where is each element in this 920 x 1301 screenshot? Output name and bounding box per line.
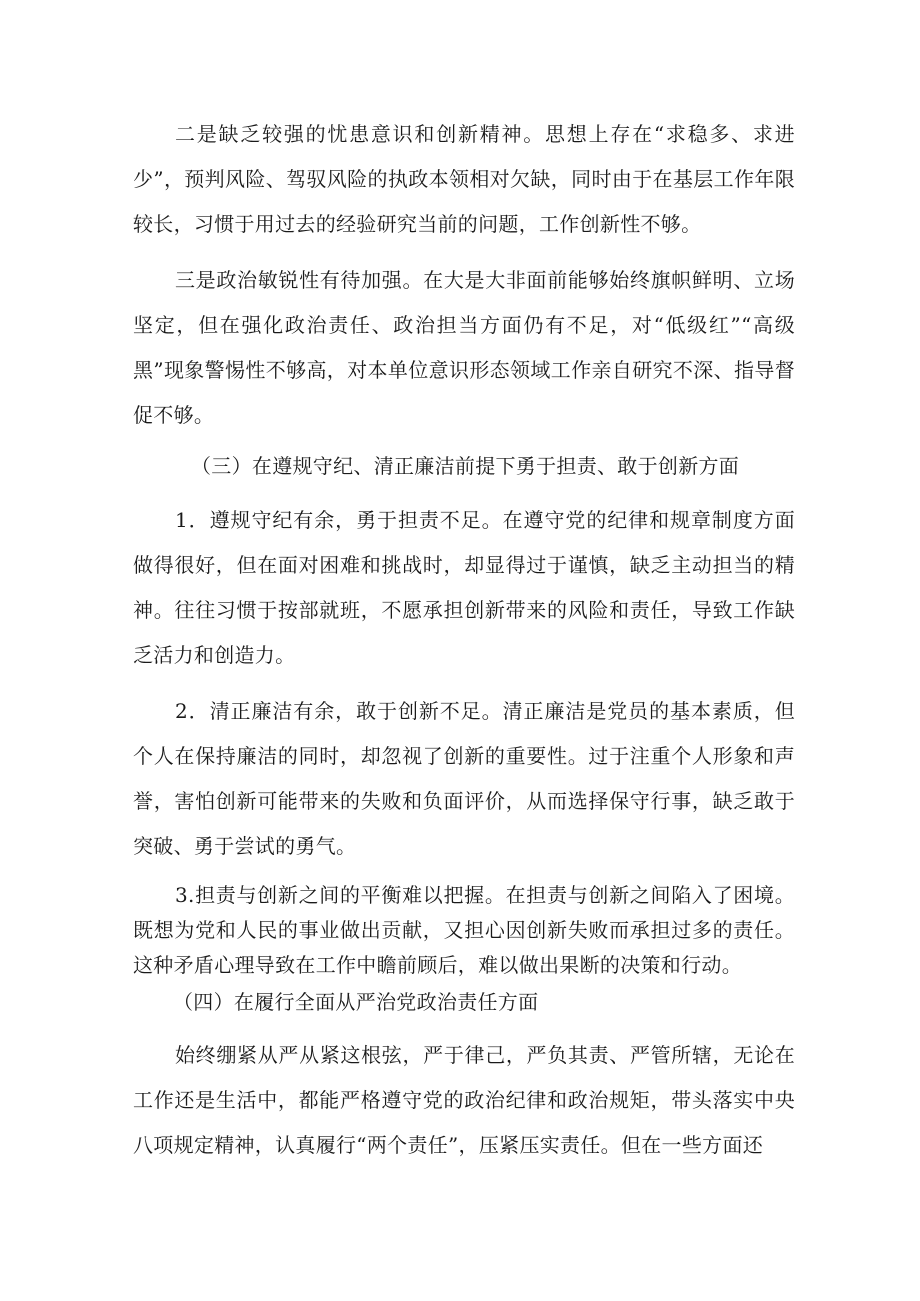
paragraph-item-1: 1．遵规守纪有余，勇于担责不足。在遵守党的纪律和规章制度方面做得很好，但在面对困难和挑战时，却显得过于谨慎，缺乏主动担当的精神。往往习惯于按部就班，不愿承担创新带来的风险和责任，导致工作缺乏活力和创造力。 (133, 508, 795, 667)
paragraph-strict-governance: 始终绷紧从严从紧这根弦，严于律己，严负其责、严管所辖，无论在工作还是生活中，都能严格遵守党的政治纪律和政治规矩，带头落实中央八项规定精神，认真履行“两个责任”，压紧压实责任。但在一些方面还 (133, 1043, 795, 1157)
paragraph-item-2: 2．清正廉洁有余，敢于创新不足。清正廉洁是党员的基本素质，但个人在保持廉洁的同时，却忽视了创新的重要性。过于注重个人形象和声誉，害怕创新可能带来的失败和负面评价，从而选择保守行事，缺乏敢于突破、勇于尝试的勇气。 (133, 699, 795, 858)
section-heading-four: （四）在履行全面从严治党政治责任方面 (173, 990, 539, 1014)
paragraph-political-sensitivity: 三是政治敏锐性有待加强。在大是大非面前能够始终旗帜鲜明、立场坚定，但在强化政治责任、政治担当方面仍有不足，对“低级红”“高级黑”现象警惕性不够高，对本单位意识形态领域工作亲自研究不深、指导督促不够。 (133, 268, 795, 427)
paragraph-crisis-awareness: 二是缺乏较强的忧患意识和创新精神。思想上存在“求稳多、求进少”，预判风险、驾驭风险的执政本领相对欠缺，同时由于在基层工作年限较长，习惯于用过去的经验研究当前的问题，工作创新性不够。 (133, 122, 795, 236)
paragraph-item-3: 3.担责与创新之间的平衡难以把握。在担责与创新之间陷入了困境。既想为党和人民的事业做出贡献，又担心因创新失败而承担过多的责任。这种矛盾心理导致在工作中瞻前顾后，难以做出果断的决策和行动。 (133, 883, 795, 977)
section-heading-three: （三）在遵规守纪、清正廉洁前提下勇于担责、敢于创新方面 (191, 454, 740, 478)
